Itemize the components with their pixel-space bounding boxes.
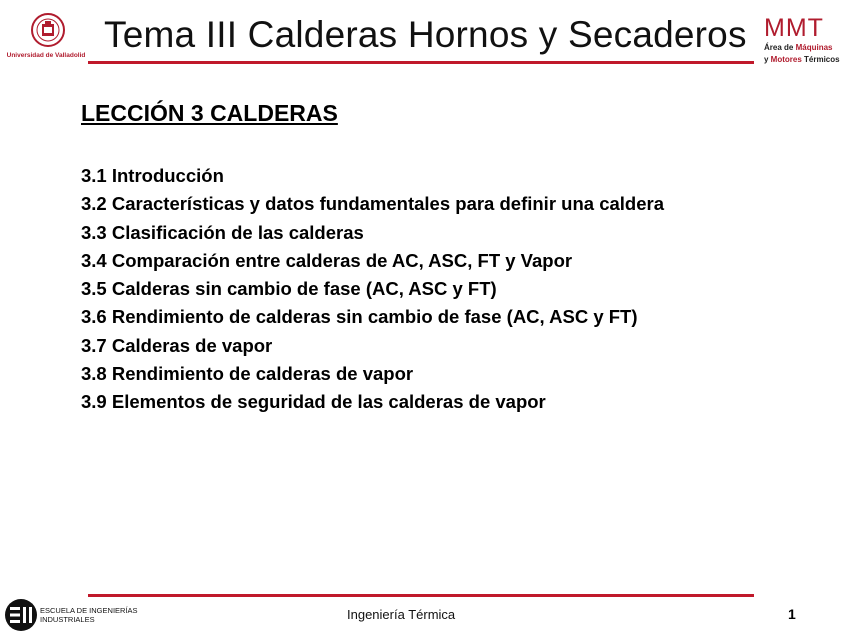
mmt-line-2 bbox=[764, 55, 840, 64]
mmt-line2-prefix: y bbox=[764, 55, 771, 64]
university-seal-icon bbox=[30, 12, 66, 50]
school-name-line-2: INDUSTRIALES bbox=[40, 615, 95, 624]
university-name: Universidad de Valladolid bbox=[6, 52, 86, 59]
toc-item: 3.4 Comparación entre calderas de AC, ASC, FT y Vapor bbox=[81, 249, 573, 271]
toc-item: 3.5 Calderas sin cambio de fase (AC, ASC y FT) bbox=[81, 278, 497, 300]
mmt-acronym: MMT bbox=[764, 14, 824, 42]
header-divider bbox=[88, 61, 754, 64]
lesson-heading: LECCIÓN 3 CALDERAS bbox=[81, 100, 338, 126]
toc-item: 3.9 Elementos de seguridad de las calderas de vapor bbox=[81, 391, 546, 413]
toc-item: 3.3 Clasificación de las calderas bbox=[81, 221, 364, 243]
footer-subject: Ingeniería Térmica bbox=[347, 607, 456, 622]
school-name-line-1: ESCUELA DE INGENIERÍAS bbox=[40, 606, 138, 615]
school-name bbox=[40, 606, 138, 624]
eii-logo-icon bbox=[4, 598, 38, 632]
toc-item: 3.7 Calderas de vapor bbox=[81, 334, 273, 356]
mmt-logo bbox=[762, 14, 846, 70]
mmt-line-1 bbox=[764, 43, 832, 52]
toc-item: 3.6 Rendimiento de calderas sin cambio de fase (AC, ASC y FT) bbox=[81, 306, 638, 328]
school-logo bbox=[4, 598, 154, 632]
university-logo bbox=[4, 10, 88, 66]
toc-item: 3.8 Rendimiento de calderas de vapor bbox=[81, 363, 414, 385]
mmt-line1-accent: Máquinas bbox=[795, 43, 833, 52]
page-number: 1 bbox=[788, 606, 796, 622]
mmt-line1-prefix: Área de bbox=[764, 43, 796, 52]
page-title: Tema III Calderas Hornos y Secaderos bbox=[104, 14, 747, 55]
mmt-line2-accent: Motores bbox=[770, 55, 802, 64]
mmt-line2-suffix: Térmicos bbox=[801, 55, 840, 64]
table-of-contents bbox=[81, 162, 664, 417]
toc-item: 3.1 Introducción bbox=[81, 165, 224, 186]
toc-item: 3.2 Características y datos fundamentales para definir una caldera bbox=[81, 193, 664, 215]
footer-divider bbox=[88, 594, 754, 597]
